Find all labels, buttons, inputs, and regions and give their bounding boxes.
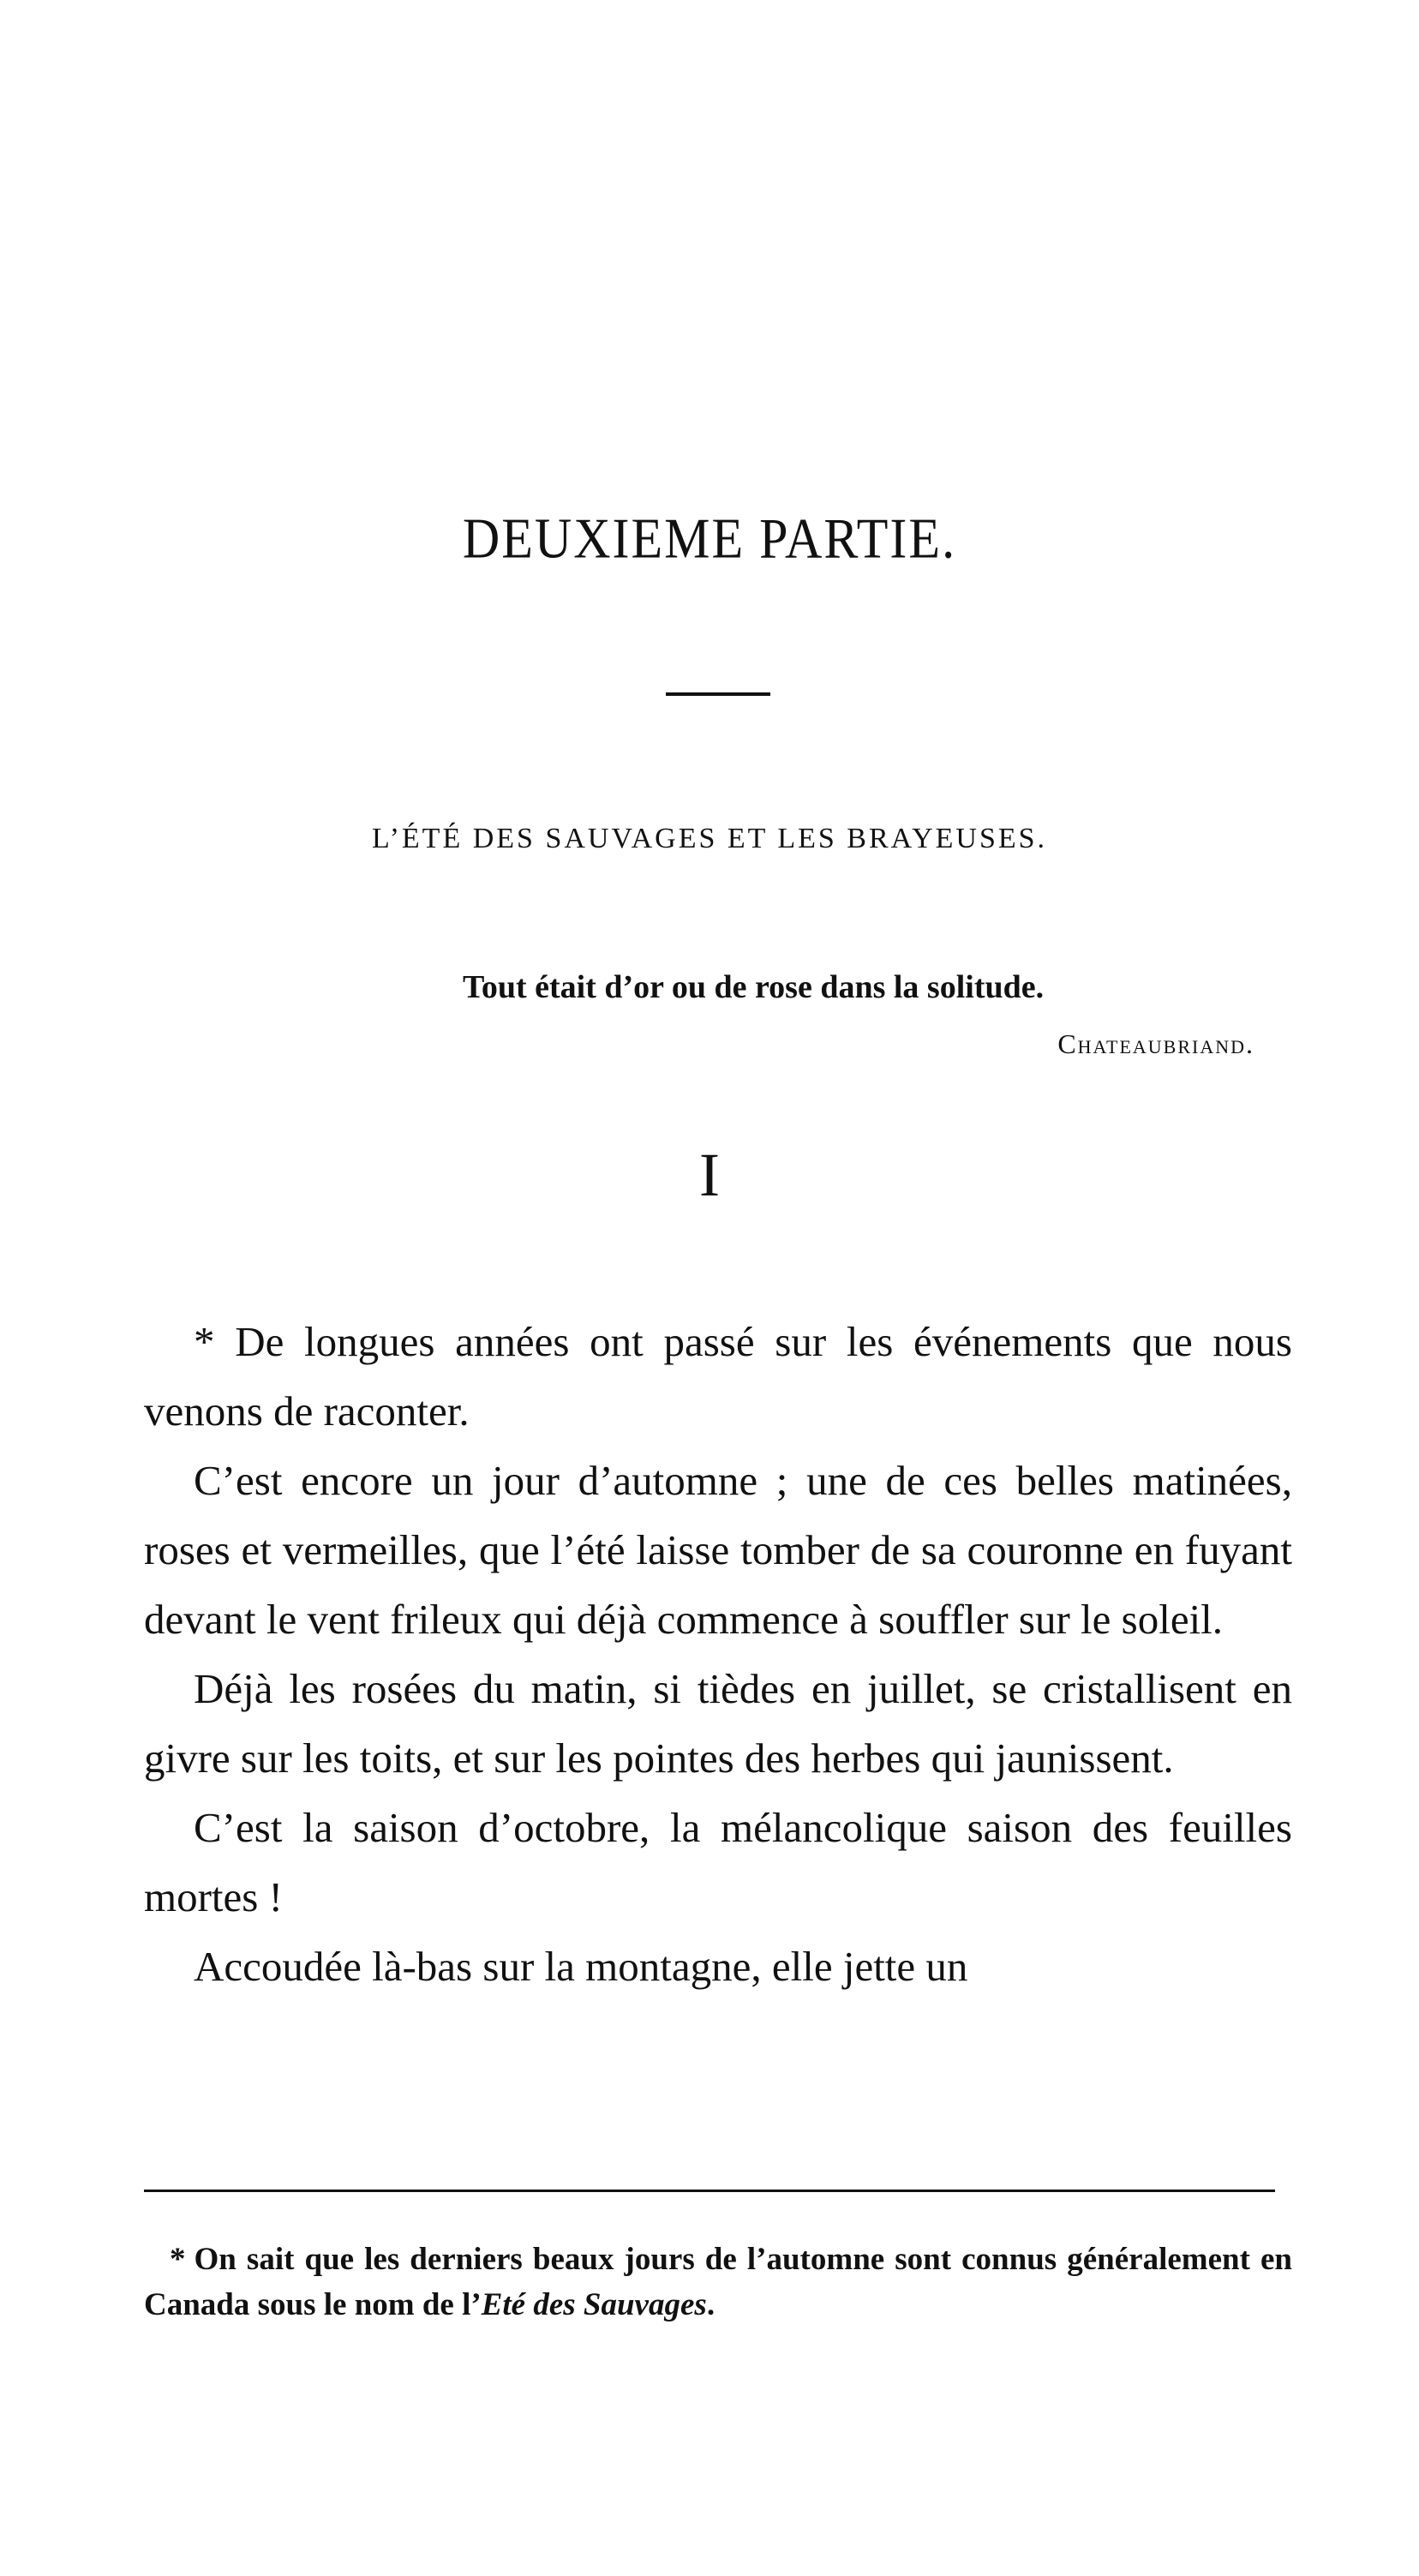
footnote-text: On sait que les derniers beaux jours de l’automne sont connus généralement en Canada sous le nom de l’ <box>144 2242 1292 2322</box>
footnote-italic: Eté des Sauvages <box>481 2287 707 2322</box>
footnote-divider <box>144 2190 1275 2192</box>
paragraph: Accoudée là-bas sur la montagne, elle jette un <box>194 1943 968 1990</box>
title-divider <box>666 692 770 696</box>
epigraph-attribution: Chateaubriand. <box>1057 1028 1254 1059</box>
footnote <box>144 2237 1292 2327</box>
footnote-marker: * <box>170 2242 186 2277</box>
section-number: I <box>699 1141 720 1209</box>
paragraph: Déjà les rosées du matin, si tièdes en juillet, se cristallisent en givre sur les toits, et sur les pointes des herbes qui jaunissent. <box>144 1665 1292 1782</box>
paragraph: C’est la saison d’octobre, la mélancolique saison des feuilles mortes ! <box>144 1804 1292 1920</box>
footnote-end: . <box>706 2287 715 2322</box>
epigraph-quote: Tout était d’or ou de rose dans la solitude. <box>463 969 1045 1005</box>
paragraph: C’est encore un jour d’automne ; une de ces belles matinées, roses et vermeilles, que l’été laisse tomber de sa couronne en fuyant devant le vent frileux qui déjà commence à souffler sur le soleil. <box>144 1457 1292 1643</box>
part-title: DEUXIEME PARTIE. <box>462 506 957 571</box>
body-text <box>144 1307 1292 2001</box>
paragraph: * De longues années ont passé sur les événements que nous venons de raconter. <box>144 1318 1292 1435</box>
chapter-title: L’ÉTÉ DES SAUVAGES ET LES BRAYEUSES. <box>371 823 1048 854</box>
